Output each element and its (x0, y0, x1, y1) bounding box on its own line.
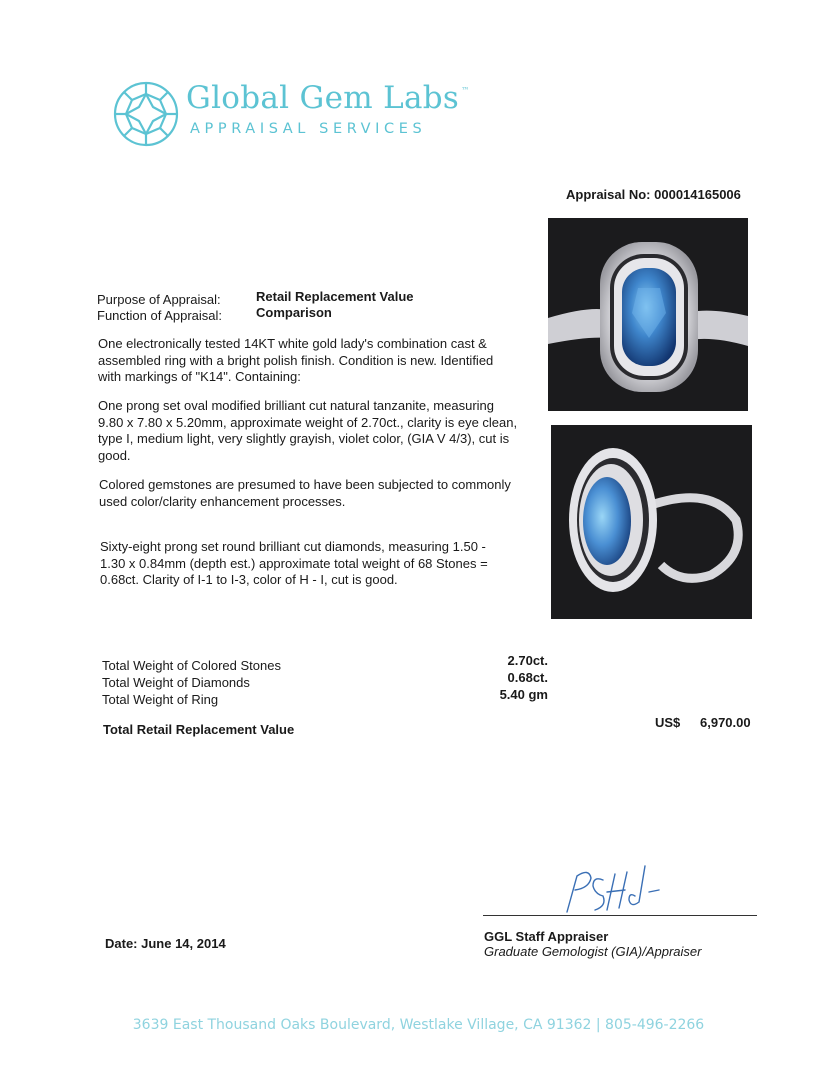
retail-amount: 6,970.00 (700, 715, 751, 730)
footer-address: 3639 East Thousand Oaks Boulevard, Westlake Village, CA 91362 | 805-496-2266 (132, 1017, 705, 1033)
signer-title: Graduate Gemologist (GIA)/Appraiser (484, 944, 702, 959)
purpose-value: Retail Replacement Value (256, 289, 414, 304)
appraiser-signature (555, 862, 665, 917)
tanzanite-description: One prong set oval modified brilliant cut natural tanzanite, measuring 9.80 x 7.80 x 5.20mm, approximate weight of 2.70ct., clarity is eye clean, type I, medium light, very slightly grayish, violet color, (GIA V 4/3), cut is good. (98, 398, 518, 463)
ring-description: One electronically tested 14KT white gold lady's combination cast & assembled ring with a bright polish finish. Condition is new. Identified with markings of "K14". Containing: (98, 336, 494, 384)
trademark-mark: ™ (461, 86, 470, 95)
ring-side-photo (551, 425, 752, 619)
brand-gem-logo-icon (112, 80, 180, 148)
retail-currency: US$ (655, 715, 681, 730)
enhancement-note: Colored gemstones are presumed to have been subjected to commonly used color/clarity enhancement processes. (99, 477, 511, 509)
signer-name: GGL Staff Appraiser (484, 929, 609, 944)
function-label: Function of Appraisal: (97, 308, 223, 323)
total-colored-stones-label: Total Weight of Colored Stones (102, 658, 281, 673)
brand-name: Global Gem Labs ™ (186, 80, 470, 116)
signature-line (483, 915, 757, 916)
total-ring-weight-label: Total Weight of Ring (102, 692, 219, 707)
ring-front-photo (548, 218, 748, 411)
appraisal-number: Appraisal No: 000014165006 (566, 187, 741, 202)
brand-subtitle: APPRAISAL SERVICES (190, 121, 427, 137)
retail-value-label: Total Retail Replacement Value (103, 722, 295, 737)
purpose-label: Purpose of Appraisal: (97, 292, 221, 307)
function-value: Comparison (256, 305, 332, 320)
appraisal-date: Date: June 14, 2014 (105, 936, 226, 951)
diamonds-description: Sixty-eight prong set round brilliant cut diamonds, measuring 1.50 - 1.30 x 0.84mm (depth est.) approximate total weight of 68 Stones = 0.68ct. Clarity of I-1 to I-3, color of H - I, cut is good. (100, 539, 488, 587)
total-ring-weight-value: 5.40 gm (499, 687, 548, 702)
total-diamonds-label: Total Weight of Diamonds (102, 675, 250, 690)
total-diamonds-value: 0.68ct. (507, 670, 548, 685)
total-colored-stones-value: 2.70ct. (507, 653, 548, 668)
